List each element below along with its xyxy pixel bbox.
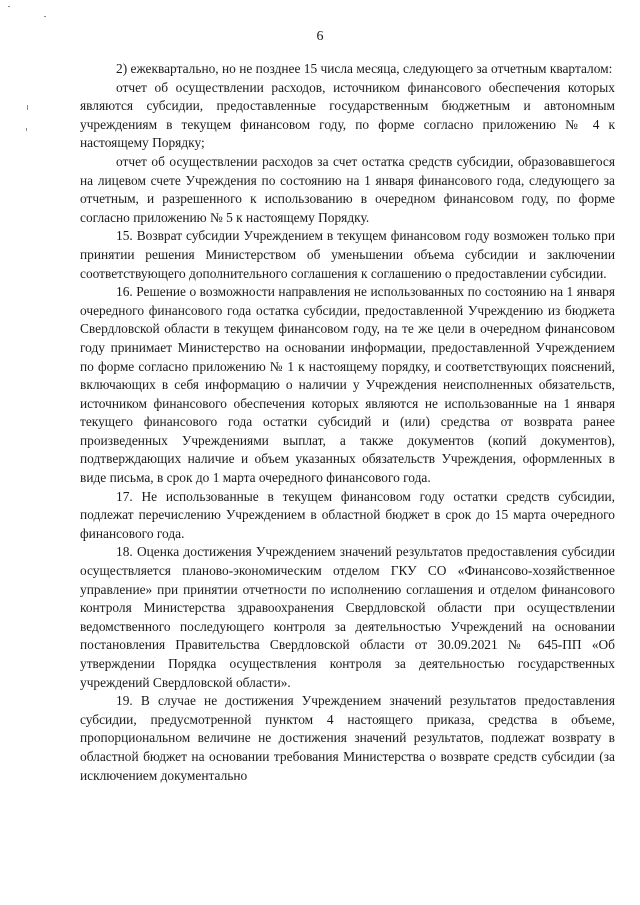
- scan-speck: [8, 6, 10, 7]
- scan-speck: [44, 16, 46, 17]
- paragraph-clause-17: 17. Не использованные в текущем финансовом году остатки средств субсидии, подлежат перечислению Учреждением в областной бюджет в срок до 15 марта очередного финансового года.: [80, 488, 615, 541]
- paragraph-clause-16: 16. Решение о возможности направления не использованных по состоянию на 1 января очередного финансового года остатка субсидии, предоставленной Учреждению из бюджета Свердловской области в текущем финансовом году, на те же цели в очередном финансовом году принимает Министерство на основании информации, предоставленной Учреждением по форме согласно приложению № 1 к настоящему порядку, и соответствующих пояснений, включающих в себя информацию о наличии у Учреждения неисполненных обязательств, источником финансового обеспечения которых являются не использованные на 1 января текущего финансового года остатки субсидий и (или) средства от возврата ранее произведенных Учреждениями выплат, а также документов (копий документов), подтверждающих наличие и объем указанных обязательств Учреждения, оформленных в виде письма, в срок до 1 марта очередного финансового года.: [80, 284, 615, 486]
- paragraph-clause-15: 15. Возврат субсидии Учреждением в текущем финансовом году возможен только при принятии решения Министерством об уменьшении объема субсидии и заключении соответствующего дополнительного соглашения к соглашению о предоставлении субсидии.: [80, 228, 615, 281]
- document-body: [80, 60, 615, 785]
- paragraph-clause-18: 18. Оценка достижения Учреждением значений результатов предоставления субсидии осуществляется планово-экономическим отделом ГКУ СО «Финансово-хозяйственное управление» при принятии отчетности по исполнению соглашения и отделом финансового контроля Министерства здравоохранения Свердловской области при осуществлении ведомственного последующего контроля за деятельностью Учреждений на основании постановления Правительства Свердловской области от 30.09.2021 № 645-ПП «Об утверждении Порядка осуществления контроля за деятельностью государственных учреждений Свердловской области».: [80, 544, 615, 690]
- page-number: 6: [316, 29, 324, 44]
- paragraph-balance-report: отчет об осуществлении расходов за счет остатка средств субсидии, образовавшегося на лицевом счете Учреждения по состоянию на 1 января финансового года, следующего за отчетным, и разрешенного к использованию в очередном финансовом году, по форме согласно приложению № 5 к настоящему Порядку.: [80, 153, 615, 225]
- scan-speck: [27, 105, 28, 110]
- paragraph-clause-19: 19. В случае не достижения Учреждением значений результатов предоставления субсидии, предусмотренной пунктом 4 настоящего приказа, средства в объеме, пропорциональном величине не достижения значений результатов, подлежат возврату в областной бюджет на основании требования Министерства о возврате средств субсидии (за исключением документально: [80, 693, 615, 783]
- paragraph-expense-report: отчет об осуществлении расходов, источником финансового обеспечения которых являются субсидии, предоставленные государственным бюджетным и автономным учреждениям в текущем финансовом году, по форме согласно приложению № 4 к настоящему Порядку;: [80, 79, 615, 151]
- scan-speck: [26, 128, 27, 131]
- paragraph-quarterly-reporting: 2) ежеквартально, но не позднее 15 числа месяца, следующего за отчетным кварталом:: [116, 61, 613, 76]
